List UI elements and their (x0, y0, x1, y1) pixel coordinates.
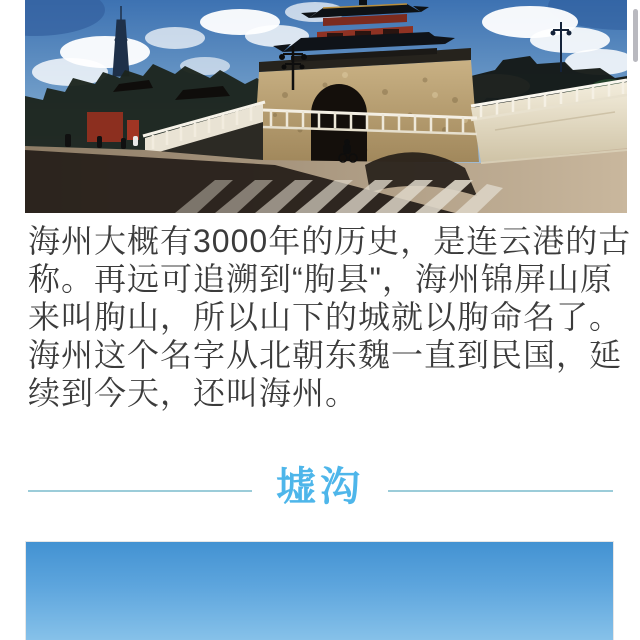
haizhou-gate-photo[interactable] (25, 0, 627, 213)
paragraph-line: 续到今天，还叫海州。 (28, 375, 359, 411)
paragraph-line: 海州这个名字从北朝东魏一直到民国，延 (28, 337, 623, 373)
section-header (0, 461, 640, 515)
paragraph-line: 海州大概有3000年的历史，是连云港的古 (28, 223, 632, 259)
article-paragraph (28, 222, 632, 412)
section-divider-right (388, 490, 613, 492)
scrollbar-thumb[interactable] (633, 9, 638, 62)
paragraph-line: 称。再远可追溯到“朐县"，海州锦屏山原 (28, 261, 614, 297)
xugou-photo[interactable] (26, 542, 613, 640)
paragraph-line: 来叫朐山，所以山下的城就以朐命名了。 (28, 299, 623, 335)
gate-stone-base (253, 48, 479, 162)
section-title: 墟沟 (276, 465, 364, 509)
haizhou-gate-photo-art (25, 0, 627, 213)
